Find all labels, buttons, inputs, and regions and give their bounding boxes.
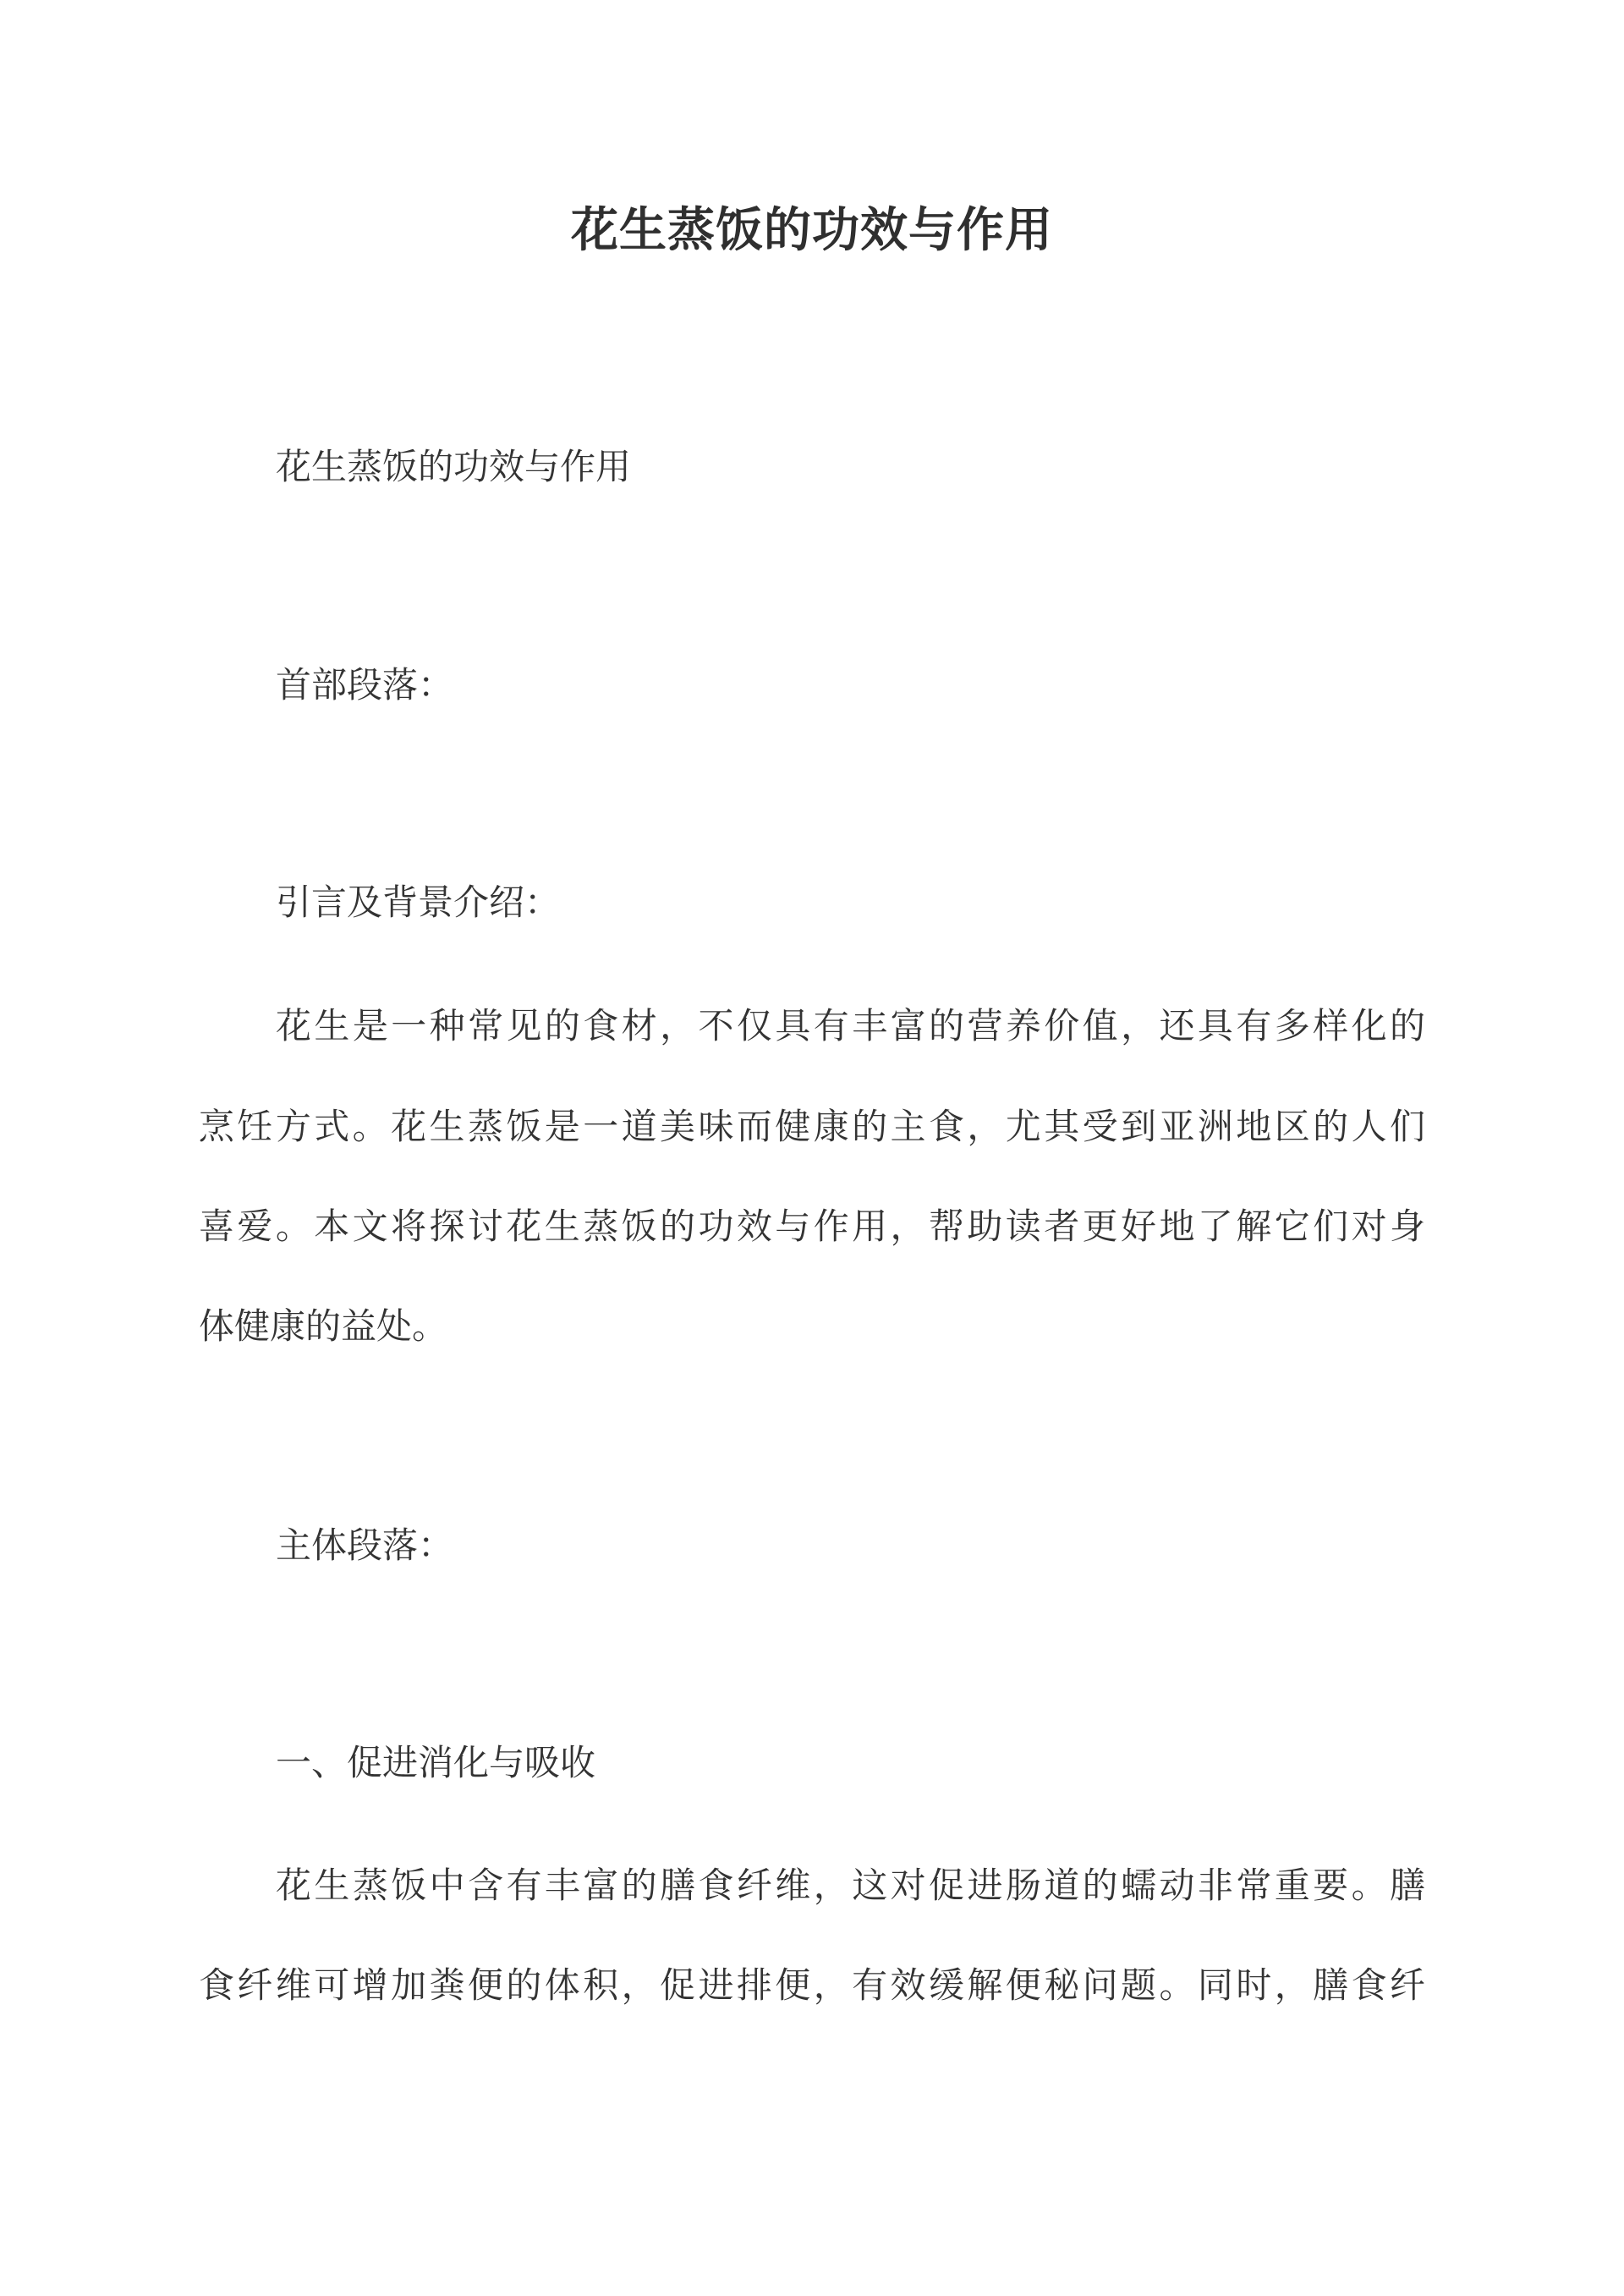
intro-line-3: 喜爱。本文将探讨花生蒸饭的功效与作用，帮助读者更好地了解它们对身 — [199, 1206, 1425, 1247]
section1-heading: 一、促进消化与吸收 — [276, 1742, 596, 1783]
heading-intro: 引言及背景介绍： — [276, 882, 561, 923]
heading-opening: 首部段落： — [276, 664, 454, 706]
section1-line-2: 食纤维可增加粪便的体积，促进排便，有效缓解便秘问题。同时，膳食纤 — [199, 1964, 1425, 2006]
heading-body: 主体段落： — [276, 1524, 454, 1566]
section1-line-1: 花生蒸饭中含有丰富的膳食纤维，这对促进肠道的蠕动非常重要。膳 — [276, 1865, 1425, 1906]
document-title: 花生蒸饭的功效与作用 — [571, 202, 1053, 258]
intro-line-2: 烹饪方式。花生蒸饭是一道美味而健康的主食，尤其受到亚洲地区的人们 — [199, 1106, 1425, 1147]
intro-line-1: 花生是一种常见的食材，不仅具有丰富的营养价值，还具有多样化的 — [276, 1005, 1425, 1046]
intro-line-4: 体健康的益处。 — [199, 1305, 448, 1347]
document-subtitle: 花生蒸饭的功效与作用 — [276, 446, 632, 487]
